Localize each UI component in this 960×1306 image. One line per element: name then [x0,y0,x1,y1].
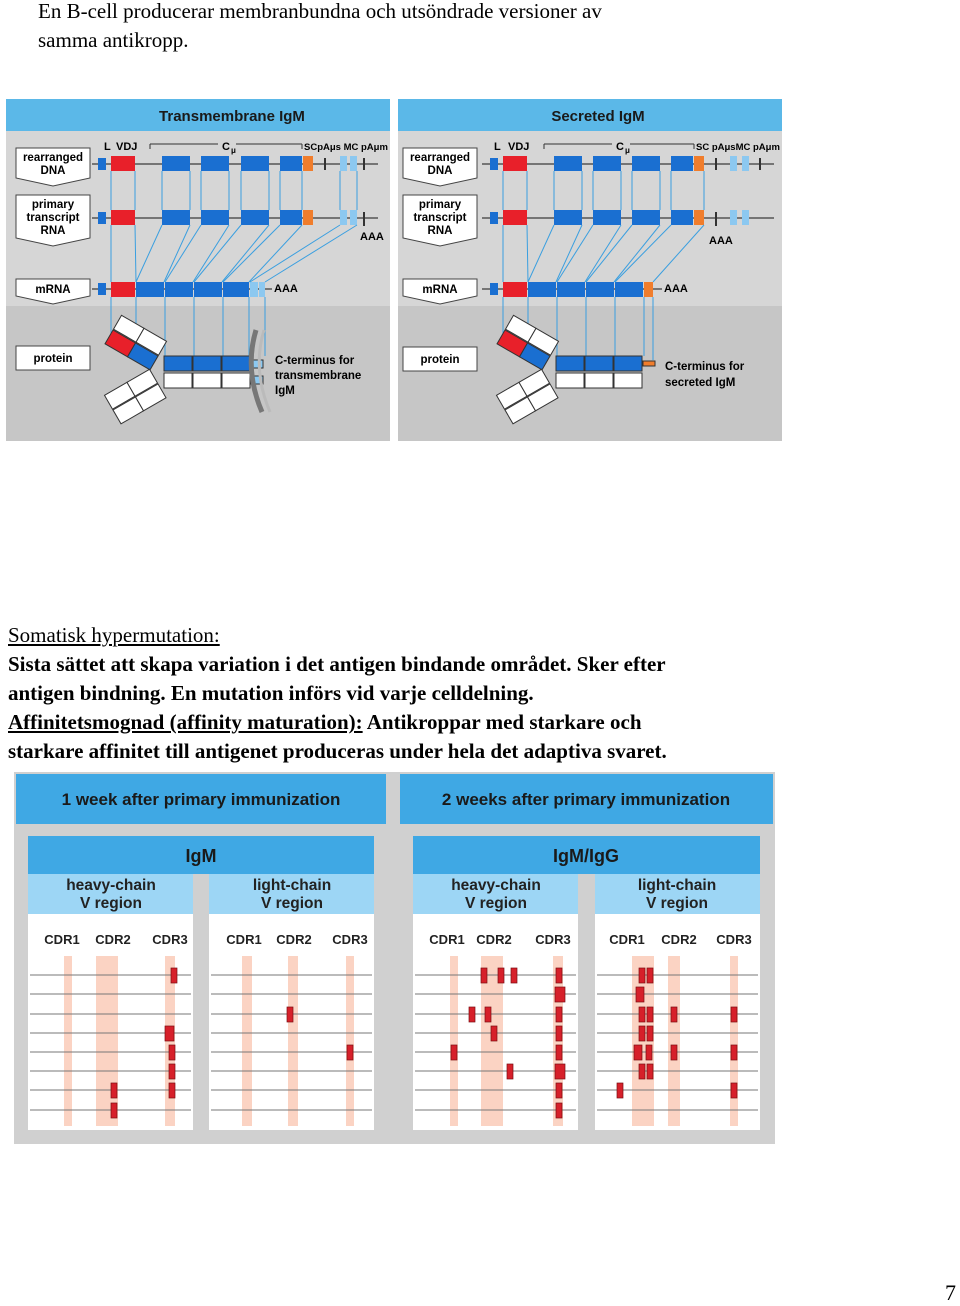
svg-text:transmembrane: transmembrane [275,370,362,382]
somatic-heading: Somatisk hypermutation: [8,623,220,647]
row-label-dna [16,148,90,186]
affinity-heading: Affinitetsmognad (affinity maturation): [8,710,363,734]
svg-text:transcript: transcript [413,212,467,224]
somatic-line-2: antigen bindning. En mutation införs vid varje celldelning. [8,681,534,705]
svg-text:CDR2: CDR2 [476,932,512,947]
svg-text:AAA: AAA [664,283,688,295]
svg-text:V region: V region [79,895,143,912]
page-number: 7 [945,1280,956,1305]
svg-text:RNA: RNA [427,225,453,237]
figure-hypermutation [0,760,960,1160]
svg-text:primary: primary [31,199,75,211]
secreted-igm-title: Secreted IgM [551,108,645,125]
svg-text:RNA: RNA [40,225,66,237]
svg-text:VDJ: VDJ [508,141,530,153]
svg-text:CDR3: CDR3 [535,932,571,947]
svg-text:protein: protein [420,354,460,366]
svg-text:mRNA: mRNA [422,284,458,296]
svg-text:V region: V region [260,895,324,912]
svg-text:CDR2: CDR2 [276,932,312,947]
affinity-text: Antikroppar med starkare och [362,710,642,734]
svg-text:DNA: DNA [427,165,453,177]
svg-text:mRNA: mRNA [35,284,71,296]
svg-text:CDR1: CDR1 [44,932,80,947]
svg-text:primary: primary [418,199,462,211]
svg-text:L: L [494,141,501,153]
svg-text:light-chain: light-chain [637,877,717,894]
svg-text:C-terminus for: C-terminus for [275,355,355,367]
svg-text:heavy-chain: heavy-chain [66,877,156,894]
svg-text:CDR3: CDR3 [152,932,188,947]
svg-text:CDR1: CDR1 [609,932,645,947]
intro-line-2: samma antikropp. [38,28,189,52]
svg-text:CDR1: CDR1 [429,932,465,947]
svg-text:V region: V region [464,895,528,912]
week2-title: 2 weeks after primary immunization [441,790,731,809]
svg-text:AAA: AAA [709,235,733,247]
svg-text:μ: μ [231,146,236,155]
svg-text:AAA: AAA [360,231,384,243]
svg-text:C-terminus for: C-terminus for [665,361,745,373]
svg-text:C: C [616,141,624,153]
svg-text:AAA: AAA [274,283,298,295]
svg-text:μ: μ [625,146,630,155]
svg-text:C: C [222,141,230,153]
row-label-protein [16,346,90,370]
svg-text:protein: protein [33,353,73,365]
svg-text:CDR1: CDR1 [226,932,262,947]
figure-igm-splicing [0,0,960,450]
row-label-primary-transcript [16,195,90,246]
svg-text:secreted IgM: secreted IgM [665,377,736,389]
svg-text:CDR2: CDR2 [661,932,697,947]
svg-text:transcript: transcript [26,212,80,224]
svg-text:VDJ: VDJ [116,141,138,153]
igm-igg-label: IgM/IgG [553,846,619,866]
svg-text:rearranged: rearranged [22,152,84,164]
svg-text:DNA: DNA [40,165,66,177]
svg-text:L: L [104,141,111,153]
affinity-line [8,708,642,737]
svg-text:CDR3: CDR3 [716,932,752,947]
secreted-igm-panel [398,99,782,441]
svg-text:heavy-chain: heavy-chain [451,877,541,894]
svg-text:V region: V region [645,895,709,912]
igm-label: IgM [185,846,217,866]
svg-text:light-chain: light-chain [252,877,332,894]
svg-text:SCpAμs MC pAμm: SCpAμs MC pAμm [304,142,388,153]
transmembrane-igm-title: Transmembrane IgM [159,108,305,125]
svg-text:IgM: IgM [275,385,295,397]
intro-line-1: En B-cell producerar membranbundna och utsöndrade versioner av [38,0,602,23]
svg-text:CDR3: CDR3 [332,932,368,947]
week1-title: 1 week after primary immunization [61,790,341,809]
transmembrane-igm-panel [6,99,390,441]
affinity-line-2: starkare affinitet till antigenet produceras under hela det adaptiva svaret. [8,739,667,763]
svg-text:rearranged: rearranged [409,152,471,164]
svg-text:SC pAμsMC pAμm: SC pAμsMC pAμm [696,142,780,153]
somatic-line-1: Sista sättet att skapa variation i det antigen bindande området. Sker efter [8,652,666,676]
svg-text:CDR2: CDR2 [95,932,131,947]
